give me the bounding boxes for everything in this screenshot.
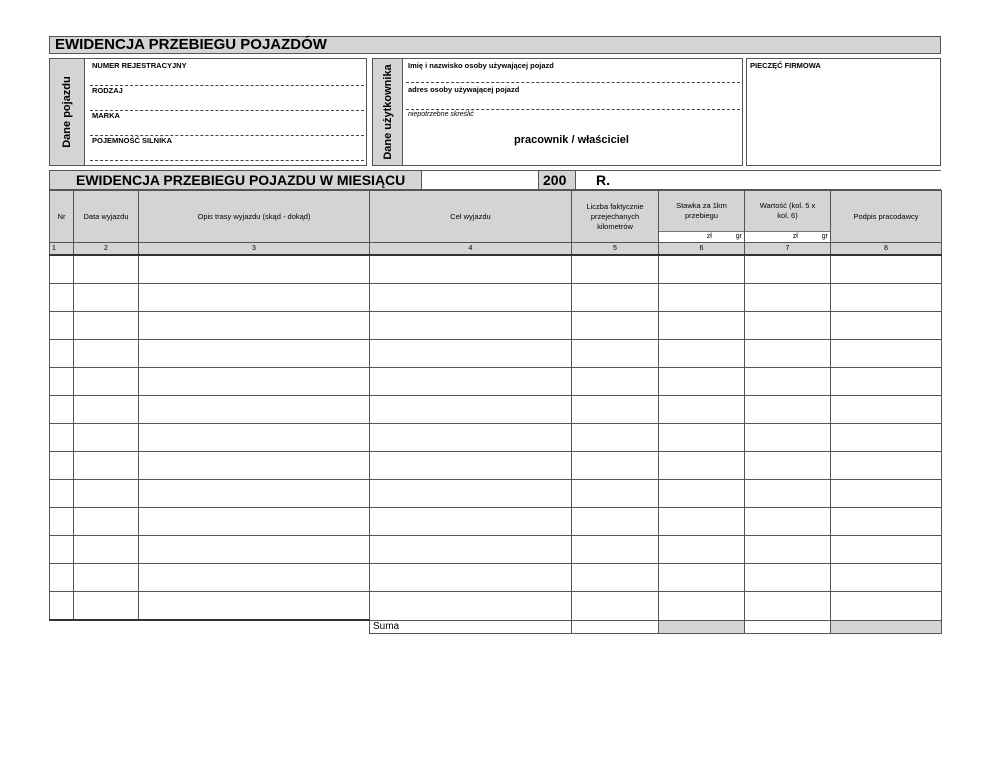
table-cell[interactable] — [50, 564, 74, 592]
company-stamp-label: PIECZĘĆ FIRMOWA — [750, 61, 821, 70]
registration-number-line[interactable] — [90, 85, 364, 86]
table-cell[interactable] — [50, 424, 74, 452]
table-cell[interactable] — [370, 255, 572, 284]
table-cell[interactable] — [74, 255, 139, 284]
table-cell[interactable] — [572, 592, 659, 621]
month-header — [49, 170, 941, 190]
table-cell[interactable] — [745, 255, 831, 284]
header-km: Liczba faktycznie przejechanych kilometrów — [572, 191, 659, 243]
table-cell[interactable] — [74, 508, 139, 536]
table-cell[interactable] — [74, 312, 139, 340]
table-cell[interactable] — [370, 564, 572, 592]
table-row — [50, 284, 942, 312]
table-cell[interactable] — [139, 592, 370, 621]
header-rate — [659, 191, 745, 243]
table-cell[interactable] — [50, 396, 74, 424]
table-cell[interactable] — [139, 508, 370, 536]
table-cell[interactable] — [74, 368, 139, 396]
table-cell[interactable] — [74, 564, 139, 592]
engine-capacity-line[interactable] — [90, 160, 364, 161]
table-cell[interactable] — [139, 564, 370, 592]
table-cell[interactable] — [370, 480, 572, 508]
user-data-section — [372, 58, 743, 166]
sum-row — [50, 620, 942, 633]
table-cell[interactable] — [74, 396, 139, 424]
sum-value-cell[interactable] — [745, 620, 831, 633]
table-cell[interactable] — [572, 508, 659, 536]
vehicle-type-line[interactable] — [90, 110, 364, 111]
table-cell[interactable] — [50, 452, 74, 480]
table-cell[interactable] — [139, 312, 370, 340]
table-cell[interactable] — [50, 312, 74, 340]
table-row — [50, 396, 942, 424]
table-cell[interactable] — [572, 368, 659, 396]
table-cell[interactable] — [572, 312, 659, 340]
table-row — [50, 452, 942, 480]
table-cell[interactable] — [659, 255, 745, 284]
header-value-label: Wartość (kol. 5 x kol. 6) — [759, 201, 816, 220]
value-units — [745, 231, 830, 242]
table-cell[interactable] — [831, 452, 942, 480]
table-cell[interactable] — [659, 452, 745, 480]
user-side-header — [372, 58, 403, 166]
table-row — [50, 312, 942, 340]
table-cell[interactable] — [659, 536, 745, 564]
column-number-row — [50, 243, 942, 256]
table-row — [50, 480, 942, 508]
vehicle-data-section — [49, 58, 367, 166]
table-row — [50, 508, 942, 536]
year-suffix: R. — [596, 172, 610, 188]
table-row — [50, 255, 942, 284]
table-cell[interactable] — [745, 424, 831, 452]
header-nr: Nr — [50, 191, 74, 243]
sum-rate-cell — [659, 620, 745, 633]
user-side-label: Dane użytkownika — [381, 64, 394, 160]
table-cell[interactable] — [370, 396, 572, 424]
table-cell[interactable] — [831, 340, 942, 368]
rate-units — [659, 231, 744, 242]
table-cell[interactable] — [370, 452, 572, 480]
vehicle-type-label: RODZAJ — [92, 86, 123, 95]
user-name-line[interactable] — [406, 82, 740, 83]
company-stamp-box — [746, 58, 941, 166]
table-cell[interactable] — [572, 340, 659, 368]
table-cell[interactable] — [745, 480, 831, 508]
table-cell[interactable] — [831, 564, 942, 592]
table-cell[interactable] — [139, 368, 370, 396]
table-cell[interactable] — [74, 424, 139, 452]
table-cell[interactable] — [572, 255, 659, 284]
table-cell[interactable] — [659, 368, 745, 396]
column-number: 2 — [74, 243, 139, 256]
header-purpose: Cel wyjazdu — [370, 191, 572, 243]
table-cell[interactable] — [74, 452, 139, 480]
vehicle-side-label: Dane pojazdu — [61, 76, 73, 148]
vehicle-make-label: MARKA — [92, 111, 120, 120]
header-date: Data wyjazdu — [74, 191, 139, 243]
table-cell[interactable] — [659, 424, 745, 452]
table-cell[interactable] — [370, 340, 572, 368]
column-number: 1 — [50, 243, 74, 256]
table-cell[interactable] — [831, 284, 942, 312]
table-cell[interactable] — [572, 424, 659, 452]
table-header-row — [50, 191, 942, 243]
table-cell[interactable] — [831, 396, 942, 424]
table-cell[interactable] — [831, 508, 942, 536]
table-cell[interactable] — [745, 592, 831, 621]
table-cell[interactable] — [370, 424, 572, 452]
header-route: Opis trasy wyjazdu (skąd - dokąd) — [139, 191, 370, 243]
registration-number-label: NUMER REJESTRACYJNY — [92, 61, 187, 70]
strike-note: niepotrzebne skreślić — [408, 111, 474, 118]
table-cell[interactable] — [74, 284, 139, 312]
column-number: 5 — [572, 243, 659, 256]
engine-capacity-label: POJEMNOŚĆ SILNIKA — [92, 136, 173, 145]
table-cell[interactable] — [659, 396, 745, 424]
table-cell[interactable] — [139, 424, 370, 452]
table-cell[interactable] — [745, 368, 831, 396]
table-cell[interactable] — [50, 255, 74, 284]
table-cell[interactable] — [50, 508, 74, 536]
table-cell[interactable] — [831, 255, 942, 284]
table-cell[interactable] — [139, 396, 370, 424]
table-row — [50, 340, 942, 368]
table-cell[interactable] — [745, 452, 831, 480]
table-cell[interactable] — [745, 396, 831, 424]
table-cell[interactable] — [370, 592, 572, 621]
column-number: 6 — [659, 243, 745, 256]
table-cell[interactable] — [745, 340, 831, 368]
table-cell[interactable] — [572, 396, 659, 424]
table-cell[interactable] — [572, 536, 659, 564]
user-address-label: adres osoby używającej pojazd — [408, 85, 520, 94]
table-cell[interactable] — [831, 480, 942, 508]
table-cell[interactable] — [745, 508, 831, 536]
table-cell[interactable] — [831, 312, 942, 340]
table-cell[interactable] — [659, 592, 745, 621]
table-row — [50, 564, 942, 592]
table-cell[interactable] — [572, 452, 659, 480]
table-cell[interactable] — [50, 284, 74, 312]
table-cell[interactable] — [831, 368, 942, 396]
table-cell[interactable] — [831, 536, 942, 564]
table-cell[interactable] — [74, 536, 139, 564]
sum-label: Suma — [370, 620, 572, 633]
table-cell[interactable] — [370, 536, 572, 564]
table-cell[interactable] — [74, 480, 139, 508]
table-cell[interactable] — [50, 480, 74, 508]
month-title: EWIDENCJA PRZEBIEGU POJAZDU W MIESIĄCU — [76, 172, 406, 188]
user-name-label: Imię i nazwisko osoby używającej pojazd — [408, 61, 554, 70]
table-cell[interactable] — [745, 564, 831, 592]
table-cell[interactable] — [745, 284, 831, 312]
table-cell[interactable] — [74, 592, 139, 621]
header-signature: Podpis pracodawcy — [831, 191, 942, 243]
table-row — [50, 368, 942, 396]
table-row — [50, 592, 942, 621]
table-cell[interactable] — [370, 368, 572, 396]
table-cell[interactable] — [659, 508, 745, 536]
table-cell[interactable] — [831, 424, 942, 452]
month-input[interactable] — [421, 171, 539, 189]
mileage-table — [49, 190, 941, 634]
table-cell[interactable] — [50, 592, 74, 621]
vehicle-side-header — [49, 58, 85, 166]
rate-unit-gr: gr — [735, 233, 742, 240]
column-number: 3 — [139, 243, 370, 256]
table-cell[interactable] — [745, 536, 831, 564]
table-cell[interactable] — [572, 564, 659, 592]
table-cell[interactable] — [659, 312, 745, 340]
sum-km-cell[interactable] — [572, 620, 659, 633]
form-title: EWIDENCJA PRZEBIEGU POJAZDÓW — [49, 36, 941, 54]
year-prefix: 200 — [543, 172, 567, 188]
table-cell[interactable] — [139, 536, 370, 564]
header-rate-label: Stawka za 1km przebiegu — [676, 201, 727, 220]
table-cell[interactable] — [139, 340, 370, 368]
table-cell[interactable] — [572, 284, 659, 312]
table-cell[interactable] — [139, 255, 370, 284]
table-cell[interactable] — [139, 480, 370, 508]
table-cell[interactable] — [572, 480, 659, 508]
table-cell[interactable] — [50, 368, 74, 396]
table-cell[interactable] — [50, 536, 74, 564]
table-cell[interactable] — [659, 340, 745, 368]
table-cell[interactable] — [370, 312, 572, 340]
table-cell[interactable] — [74, 340, 139, 368]
role-choice[interactable]: pracownik / właściciel — [514, 134, 629, 146]
table-cell[interactable] — [139, 284, 370, 312]
table-cell[interactable] — [370, 284, 572, 312]
table-cell[interactable] — [831, 592, 942, 621]
column-number: 8 — [831, 243, 942, 256]
table-row — [50, 424, 942, 452]
table-cell[interactable] — [139, 452, 370, 480]
user-address-line[interactable] — [406, 109, 740, 110]
table-cell[interactable] — [745, 312, 831, 340]
value-unit-gr: gr — [821, 233, 828, 240]
rate-unit-zl: zł — [706, 233, 712, 240]
table-cell[interactable] — [50, 340, 74, 368]
table-cell[interactable] — [370, 508, 572, 536]
column-number: 7 — [745, 243, 831, 256]
header-value — [745, 191, 831, 243]
column-number: 4 — [370, 243, 572, 256]
sum-spacer — [50, 620, 370, 633]
table-cell[interactable] — [659, 284, 745, 312]
table-cell[interactable] — [659, 564, 745, 592]
year-input[interactable] — [575, 171, 942, 189]
sum-signature-cell — [831, 620, 942, 633]
table-row — [50, 536, 942, 564]
value-unit-zl: zł — [792, 233, 798, 240]
table-cell[interactable] — [659, 480, 745, 508]
